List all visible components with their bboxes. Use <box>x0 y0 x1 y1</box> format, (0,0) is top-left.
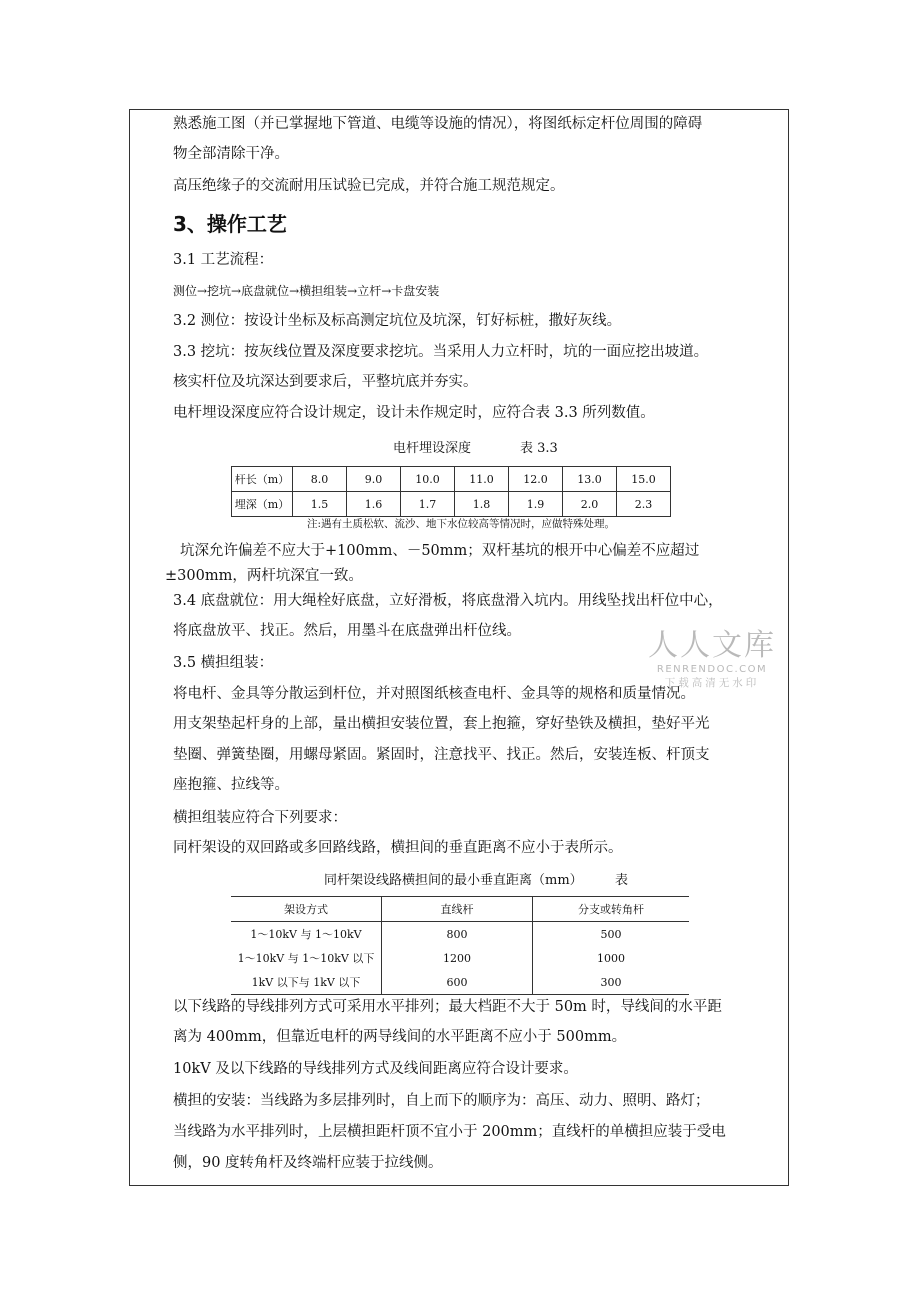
section-3-5a: 将电杆、金具等分散运到杆位，并对照图纸核查电杆、金具等的规格和质量情况。 <box>173 686 695 702</box>
table-cell: 2.3 <box>617 492 671 517</box>
table-row <box>231 922 689 947</box>
table-cell: 1～10kV 与 1～10kV <box>231 922 382 947</box>
table-cell: 500 <box>600 927 622 941</box>
table-header-cell: 直线杆 <box>382 897 533 922</box>
paragraph-installation-3: 侧，90 度转角杆及终端杆应装于拉线侧。 <box>173 1155 443 1171</box>
table-header-cell: 架设方式 <box>231 897 382 922</box>
table2-caption: 同杆架设线路横担间的最小垂直距离（mm） <box>324 873 583 888</box>
table-row <box>231 946 689 970</box>
paragraph-prep-1b: 物全部清除干净。 <box>173 146 289 162</box>
section-3-2: 3.2 测位：按设计坐标及标高测定坑位及坑深，钉好标桩，撒好灰线。 <box>173 313 622 329</box>
table-cell: 9.0 <box>347 467 401 492</box>
table-cell: 2.0 <box>563 492 617 517</box>
paragraph-arrangement-1: 以下线路的导线排列方式可采用水平排列；最大档距不大于 50m 时，导线间的水平距 <box>173 999 722 1015</box>
watermark-tagline: 下载高清无水印 <box>664 677 760 689</box>
paragraph-installation-1: 横担的安装：当线路为多层排列时，自上而下的顺序为：高压、动力、照明、路灯； <box>173 1093 710 1109</box>
table-cell: 600 <box>382 970 533 995</box>
table-cell: 800 <box>382 922 533 947</box>
table-row <box>232 492 671 517</box>
table-row <box>231 970 689 995</box>
section-3-5e: 横担组装应符合下列要求： <box>173 810 347 826</box>
table-cell: 1200 <box>382 946 533 970</box>
deviation-line-2: ±300mm，两杆坑深宜一致。 <box>165 568 363 584</box>
paragraph-prep-1: 熟悉施工图（并已掌握地下管道、电缆等设施的情况），将图纸标定杆位周围的障碍 <box>173 116 703 132</box>
table-cell: 12.0 <box>509 467 563 492</box>
crossarm-distance-table <box>231 896 689 995</box>
section-3-3c: 电杆埋设深度应符合设计规定，设计未作规定时，应符合表 3.3 所列数值。 <box>173 405 655 421</box>
section-3-4b: 将底盘放平、找正。然后，用墨斗在底盘弹出杆位线。 <box>173 623 521 639</box>
table-cell: 1.9 <box>509 492 563 517</box>
table-cell: 300 <box>533 970 690 995</box>
table-cell: 1～10kV 与 1～10kV 以下 <box>231 946 382 970</box>
table-cell: 1.5 <box>293 492 347 517</box>
watermark-url: RENRENDOC.COM <box>656 664 768 675</box>
paragraph-arrangement-2: 离为 400mm，但靠近电杆的两导线间的水平距离不应小于 500mm。 <box>173 1029 627 1045</box>
table-row <box>232 467 671 492</box>
table-cell: 11.0 <box>455 467 509 492</box>
table-cell: 15.0 <box>617 467 671 492</box>
table-cell: 1.7 <box>401 492 455 517</box>
table-header-row <box>231 897 689 922</box>
table-cell: 1.8 <box>455 492 509 517</box>
paragraph-arrangement-3: 10kV 及以下线路的导线排列方式及线间距离应符合设计要求。 <box>173 1061 578 1077</box>
table-cell: 13.0 <box>563 467 617 492</box>
section-3-5c: 垫圈、弹簧垫圈，用螺母紧固。紧固时，注意找平、找正。然后，安装连板、杆顶支 <box>173 747 710 763</box>
table-cell: 1.6 <box>347 492 401 517</box>
table2-caption-number: 表 <box>615 873 629 888</box>
section-3-5b: 用支架垫起杆身的上部，量出横担安装位置，套上抱箍，穿好垫铁及横担，垫好平光 <box>173 716 710 732</box>
table-header-cell: 分支或转角杆 <box>533 897 690 922</box>
process-flow: 测位→挖坑→底盘就位→横担组装→立杆→卡盘安装 <box>173 284 440 298</box>
table1-caption-number: 表 3.3 <box>520 441 558 456</box>
table-cell: 埋深（m） <box>232 492 293 517</box>
table-cell: 杆长（m） <box>232 467 293 492</box>
section-3-5: 3.5 横担组装： <box>173 655 274 671</box>
table1-note: 注:遇有土质松软、流沙、地下水位较高等情况时，应做特殊处理。 <box>307 518 616 530</box>
paragraph-prep-2: 高压绝缘子的交流耐用压试验已完成，并符合施工规范规定。 <box>173 178 565 194</box>
burial-depth-table <box>231 466 671 517</box>
section-3-3b: 核实杆位及坑深达到要求后，平整坑底并夯实。 <box>173 374 478 390</box>
section-3-5f: 同杆架设的双回路或多回路线路，横担间的垂直距离不应小于表所示。 <box>173 840 623 856</box>
table-cell: 10.0 <box>401 467 455 492</box>
table-cell: 1000 <box>597 951 625 965</box>
table-cell: 8.0 <box>293 467 347 492</box>
watermark <box>648 620 776 690</box>
section-3-4: 3.4 底盘就位：用大绳栓好底盘，立好滑板，将底盘滑入坑内。用线坠找出杆位中心， <box>173 593 723 609</box>
table1-caption: 电杆埋设深度 <box>393 441 472 456</box>
section-heading-3: 3、操作工艺 <box>173 212 287 236</box>
table-cell: 1kV 以下与 1kV 以下 <box>231 970 382 995</box>
watermark-brand: 人人文库 <box>648 628 776 663</box>
paragraph-installation-2: 当线路为水平排列时，上层横担距杆顶不宜小于 200mm；直线杆的单横担应装于受电 <box>173 1124 726 1140</box>
section-3-1: 3.1 工艺流程： <box>173 252 274 268</box>
deviation-line-1: 坑深允许偏差不应大于+100mm、－50mm；双杆基坑的根开中心偏差不应超过 <box>180 543 700 559</box>
section-3-5d: 座抱箍、拉线等。 <box>173 777 289 793</box>
section-3-3: 3.3 挖坑：按灰线位置及深度要求挖坑。当采用人力立杆时，坑的一面应挖出坡道。 <box>173 344 709 360</box>
